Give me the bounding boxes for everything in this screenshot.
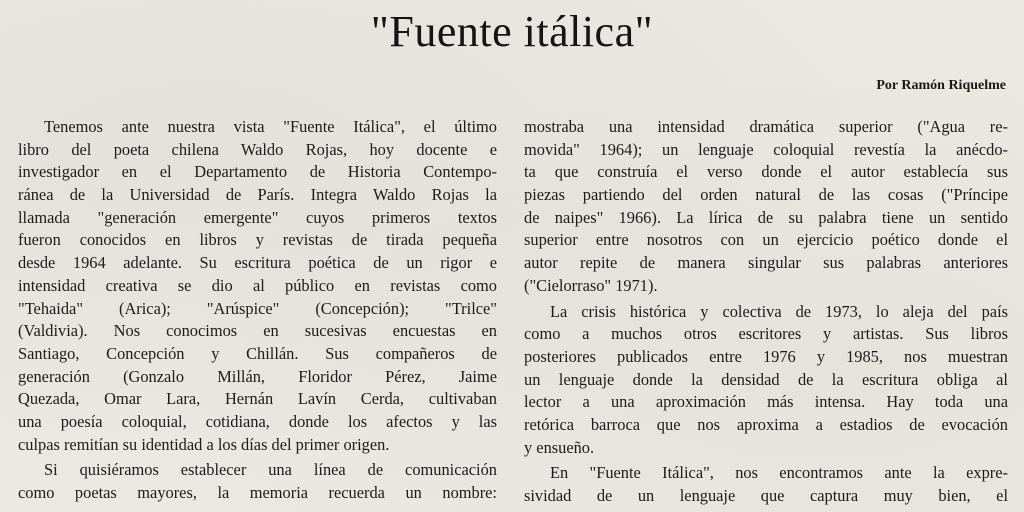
text-line: fueron conocidos en libros y revistas de tirada pequeña xyxy=(18,230,497,250)
text-line: posteriores publicados entre 1976 y 1985, nos muestran xyxy=(524,346,1008,366)
text-line: una poesía coloquial, cotidiana, donde los afectos y las xyxy=(18,411,497,431)
text-line: ránea de la Universidad de París. Integra Waldo Rojas la xyxy=(18,185,497,205)
text-line: mostraba una intensidad dramática superior ("Agua re- xyxy=(524,117,1008,136)
text-line: culpas remitían su identidad a los días del primer origen. xyxy=(18,434,390,454)
text-line: autor repite de manera singular sus palabras anteriores xyxy=(524,253,1008,273)
text-line: retórica barroca que nos aproxima a estadios de evocación xyxy=(524,414,1008,434)
text-line: Santiago, Concepción y Chillán. Sus compañeros de xyxy=(18,343,497,363)
text-line: investigador en el Departamento de Historia Contempo- xyxy=(18,162,497,182)
right-column xyxy=(524,116,1008,508)
text-line: Si quisiéramos establecer una línea de comunicación xyxy=(44,460,497,480)
text-line: piezas partiendo del orden natural de las cosas ("Príncipe xyxy=(524,185,1008,205)
article-byline: Por Ramón Riquelme xyxy=(876,78,1006,93)
text-line: y ensueño. xyxy=(524,437,595,457)
text-line: En "Fuente Itálica", nos encontramos ante la expre- xyxy=(550,463,1008,483)
text-line: generación (Gonzalo Millán, Floridor Pérez, Jaime xyxy=(18,366,497,386)
text-line: ("Cielorraso" 1971). xyxy=(524,275,658,295)
text-line: sividad de un lenguaje que captura muy bien, el xyxy=(524,486,1008,505)
article-title: "Fuente itálica" xyxy=(370,7,654,56)
text-line: como poetas mayores, la memoria recuerda un nombre: xyxy=(18,483,497,502)
text-line: superior entre nosotros con un ejercicio poético donde el xyxy=(524,230,1008,250)
text-line: libro del poeta chilena Waldo Rojas, hoy docente e xyxy=(18,139,497,159)
text-line: desde 1964 adelante. Su escritura poética de un rigor e xyxy=(18,253,497,273)
text-line: Quezada, Omar Lara, Hernán Lavín Cerda, cultivaban xyxy=(18,389,497,409)
text-line: un lenguaje donde la densidad de la escritura obliga al xyxy=(524,369,1008,389)
text-line: Tenemos ante nuestra vista "Fuente Itálica", el último xyxy=(44,117,497,136)
text-line: intensidad creativa se dio al público en revistas como xyxy=(18,275,497,295)
text-line: ta que construía el verso donde el autor establecía sus xyxy=(524,162,1008,182)
text-line: lector a una aproximación más intensa. Hay toda una xyxy=(524,392,1008,412)
text-line: La crisis histórica y colectiva de 1973, lo aleja del país xyxy=(550,301,1008,321)
text-line: "Tehaida" (Arica); "Arúspice" (Concepción); "Trilce" xyxy=(18,298,497,318)
text-line: como a muchos otros escritores y artistas. Sus libros xyxy=(524,324,1008,344)
text-line: de naipes" 1966). La lírica de su palabra tiene un sentido xyxy=(524,207,1008,227)
text-line: (Valdivia). Nos conocimos en sucesivas encuestas en xyxy=(18,321,497,341)
text-line: movida" 1964); un lenguaje coloquial revestía la anécdo- xyxy=(524,139,1008,159)
text-line: llamada "generación emergente" cuyos primeros textos xyxy=(18,207,497,227)
left-column xyxy=(18,116,497,505)
